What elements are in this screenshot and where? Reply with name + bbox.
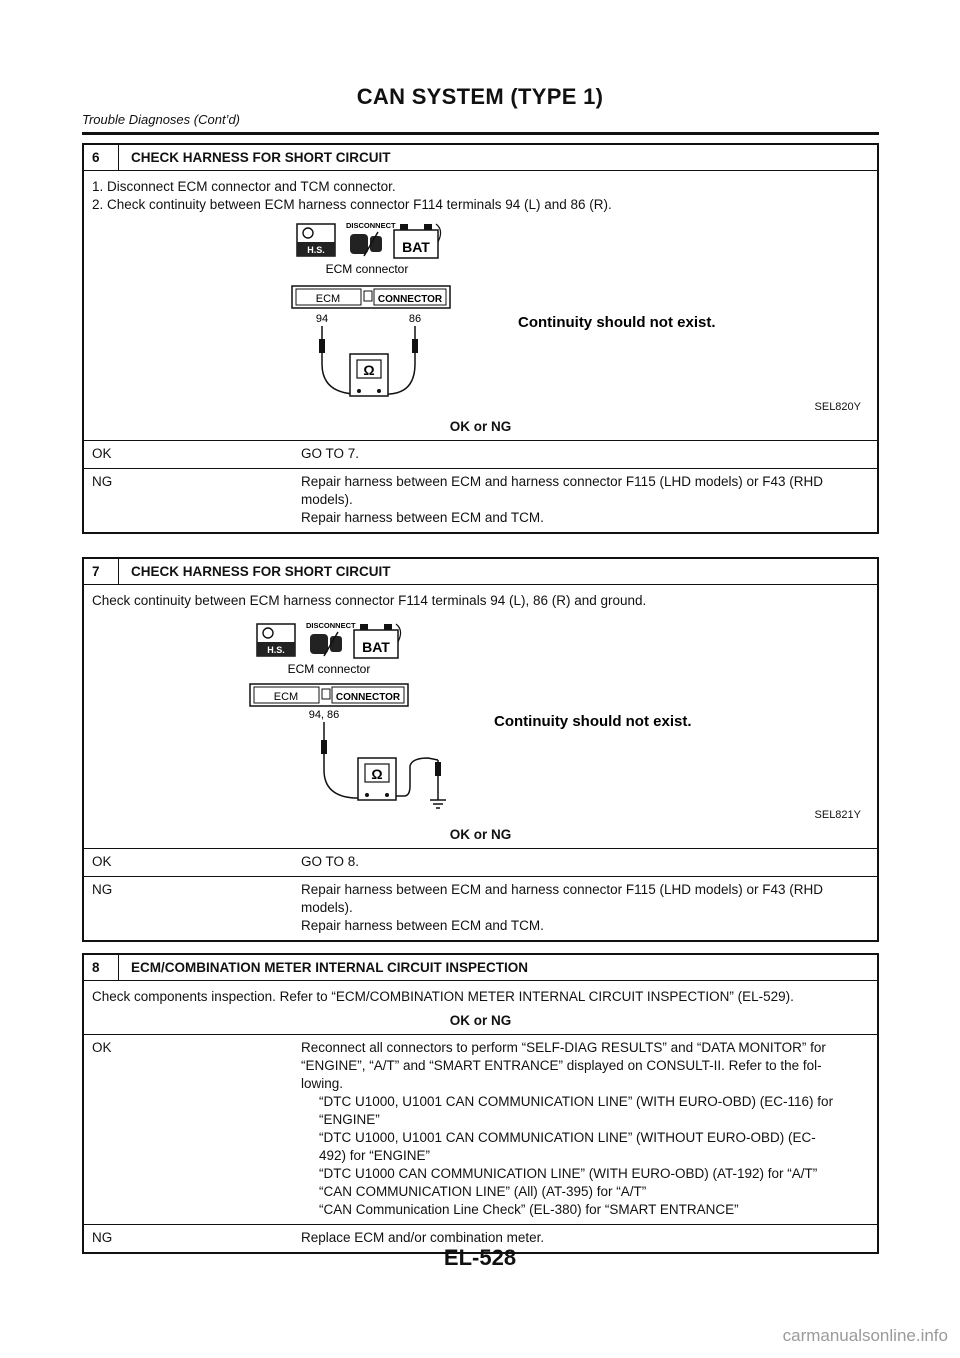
result-value: Repair harness between ECM and harness connector F115 (LHD models) or F43 (RHD models). Repair harness between ECM and TCM. (301, 474, 823, 525)
ecm-connector (250, 684, 408, 706)
result-key: NG (92, 474, 113, 489)
ok-or-ng-label: OK or NG (449, 827, 512, 842)
step-number: 7 (84, 559, 119, 584)
result-value: GO TO 8. (301, 854, 360, 869)
step-8-box (82, 953, 879, 1254)
terminals-label: 94, 86 (308, 709, 340, 721)
instruction-line: 1. Disconnect ECM connector and TCM connector. (92, 179, 396, 194)
page-subtitle: Trouble Diagnoses (Cont’d) (82, 112, 240, 127)
header-rule (82, 132, 879, 135)
result-row-ok (84, 1034, 877, 1224)
result-key: NG (92, 882, 113, 897)
step-6-box (82, 143, 879, 534)
bat-label: BAT (362, 639, 390, 655)
ok-or-ng-label: OK or NG (449, 419, 512, 434)
continuity-diagram (92, 610, 867, 820)
ohmmeter-icon (358, 758, 396, 800)
instruction-line: 2. Check continuity between ECM harness connector F114 terminals 94 (L) and 86 (R). (92, 197, 612, 212)
figure-code: SEL820Y (814, 401, 861, 413)
connector-label: CONNECTOR (377, 294, 443, 305)
continuity-note: Continuity should not exist. (494, 713, 692, 730)
step-number: 8 (84, 955, 119, 980)
ecm-label: ECM (273, 691, 299, 703)
hs-label: H.S. (267, 645, 285, 655)
connector-label: CONNECTOR (335, 692, 401, 703)
result-value: Replace ECM and/or combination meter. (301, 1230, 545, 1245)
result-key: OK (92, 1040, 112, 1055)
result-row-ng (84, 468, 877, 532)
result-row-ok (84, 848, 877, 876)
ohmmeter-icon (350, 354, 388, 396)
ground-icon (430, 800, 446, 808)
result-row-ok (84, 440, 877, 468)
step-title: CHECK HARNESS FOR SHORT CIRCUIT (131, 564, 391, 579)
result-value: GO TO 7. (301, 446, 360, 461)
instruction-line: Check components inspection. Refer to “ECM/COMBINATION METER INTERNAL CIRCUIT INSPECTION” (EL-529). (92, 989, 794, 1004)
figure-sel820y (92, 214, 869, 412)
step-header (84, 559, 877, 585)
step-instructions (84, 981, 877, 1010)
result-value: Reconnect all connectors to perform “SELF-DIAG RESULTS” and “DATA MONITOR” for “ENGINE”, “A/T” and “SMART ENTRANCE” displayed on CONSULT-II. Refer to the fol- lowing. “DTC U1000, U1001 CAN COMMUNICATION LINE” (WITH EURO-OBD) (EC-116) for “ENGINE” “DTC U1000, U1001 CAN COMMUNICATION LINE” (WITHOUT EURO-OBD) (EC- 492) for “ENGINE” “DTC U1000 CAN COMMUNICATION LINE” (WITH EURO-OBD) (AT-192) for “A/T” “CAN COMMUNICATION LINE” (All) (AT-395) for “A/T” “CAN Communication Line Check” (EL-380) for “SMART ENTRANCE” (301, 1040, 834, 1217)
ok-or-ng-label: OK or NG (449, 1013, 512, 1028)
battery-icon (394, 224, 441, 258)
figure-sel821y (92, 610, 869, 820)
ohm-symbol: Ω (371, 766, 383, 782)
hs-icon (297, 224, 335, 256)
step-instructions (84, 585, 877, 824)
page-number: EL-528 (443, 1245, 517, 1270)
result-key: NG (92, 1230, 113, 1245)
step-title: CHECK HARNESS FOR SHORT CIRCUIT (131, 150, 391, 165)
result-key: OK (92, 446, 112, 461)
page-title: CAN SYSTEM (TYPE 1) (356, 84, 604, 109)
disconnect-icon (346, 221, 396, 256)
battery-icon (354, 624, 401, 658)
step-header (84, 955, 877, 981)
step-title: ECM/COMBINATION METER INTERNAL CIRCUIT INSPECTION (131, 960, 528, 975)
terminal-86-label: 86 (408, 313, 422, 325)
figure-caption: ECM connector (325, 262, 409, 276)
instruction-line: Check continuity between ECM harness connector F114 terminals 94 (L), 86 (R) and ground. (92, 593, 647, 608)
disconnect-label: DISCONNECT (306, 621, 356, 630)
ecm-connector (292, 286, 450, 308)
result-row-ng (84, 876, 877, 940)
result-value: Repair harness between ECM and harness connector F115 (LHD models) or F43 (RHD models). Repair harness between ECM and TCM. (301, 882, 823, 933)
disconnect-icon (306, 621, 356, 656)
terminal-94-label: 94 (315, 313, 329, 325)
step-header (84, 145, 877, 171)
continuity-note: Continuity should not exist. (518, 314, 716, 331)
ohm-symbol: Ω (363, 362, 375, 378)
hs-icon (257, 624, 295, 656)
continuity-diagram (92, 214, 867, 412)
hs-label: H.S. (307, 245, 325, 255)
ecm-label: ECM (315, 293, 341, 305)
step-instructions (84, 171, 877, 416)
result-key: OK (92, 854, 112, 869)
figure-code: SEL821Y (814, 809, 861, 821)
figure-caption: ECM connector (287, 662, 371, 676)
step-number: 6 (84, 145, 119, 170)
bat-label: BAT (402, 239, 430, 255)
watermark-link[interactable]: carmanualsonline.info (782, 1326, 948, 1345)
step-7-box (82, 557, 879, 942)
disconnect-label: DISCONNECT (346, 221, 396, 230)
